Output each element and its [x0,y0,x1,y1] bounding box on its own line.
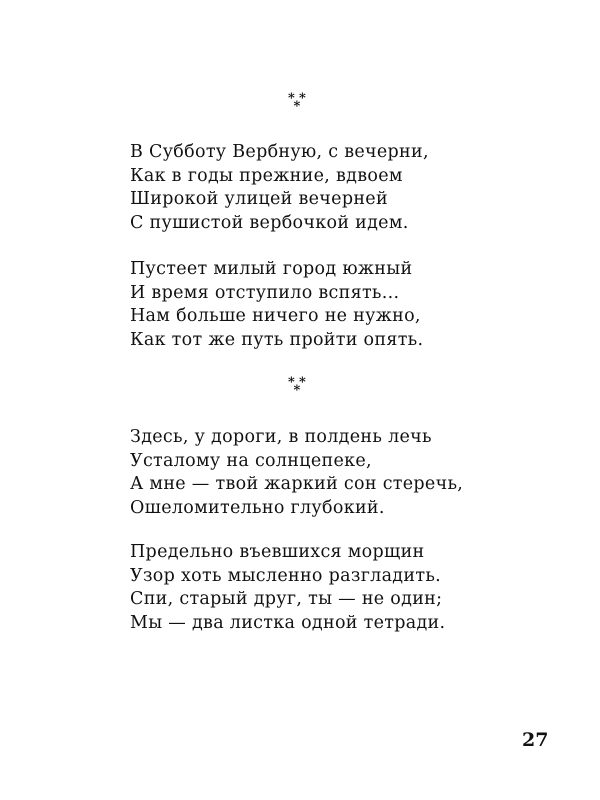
poem-1-stanza-1 [130,141,429,235]
poem-line: Ошеломительно глубокий. [130,497,385,518]
poem-line: Узор хоть мысленно разгладить. [130,565,442,586]
asterisk-icon: * [293,99,301,114]
poem-line: В Субботу Вербную, с вечерни, [130,142,429,162]
poem-line: А мне — твой жаркий сон стеречь, [130,474,464,494]
section-divider-asterism [288,376,314,398]
poem-line: Как в годы прежние, вдвоем [130,165,403,186]
asterisk-icon: * [299,91,306,106]
poem-1-stanza-2 [130,258,423,352]
poem-line: Широкой улицей вечерней [130,189,388,209]
poem-2-stanza-2 [130,541,445,635]
asterisk-icon: * [288,91,295,106]
poem-line: Усталому на солнцепеке, [130,450,372,471]
asterisk-icon: * [293,383,301,398]
poem-line: И время отступило вспять... [130,282,400,303]
poem-line: Предельно въевшихся морщин [130,542,425,562]
page-number: 27 [522,729,549,751]
poem-line: Нам больше ничего не нужно, [130,306,421,326]
poem-line: Спи, старый друг, ты — не один; [130,589,443,609]
asterisk-icon: * [288,375,295,390]
poem-line: С пушистой вербочкой идем. [130,212,409,233]
poem-2-stanza-1 [130,426,463,520]
asterisk-icon: * [299,375,306,390]
poem-line: Здесь, у дороги, в полдень лечь [130,427,432,447]
poem-line: Как тот же путь пройти опять. [130,329,424,350]
poem-line: Пустеет милый город южный [130,259,413,279]
poem-line: Мы — два листка одной тетради. [130,612,446,633]
section-divider-asterism [288,92,314,114]
